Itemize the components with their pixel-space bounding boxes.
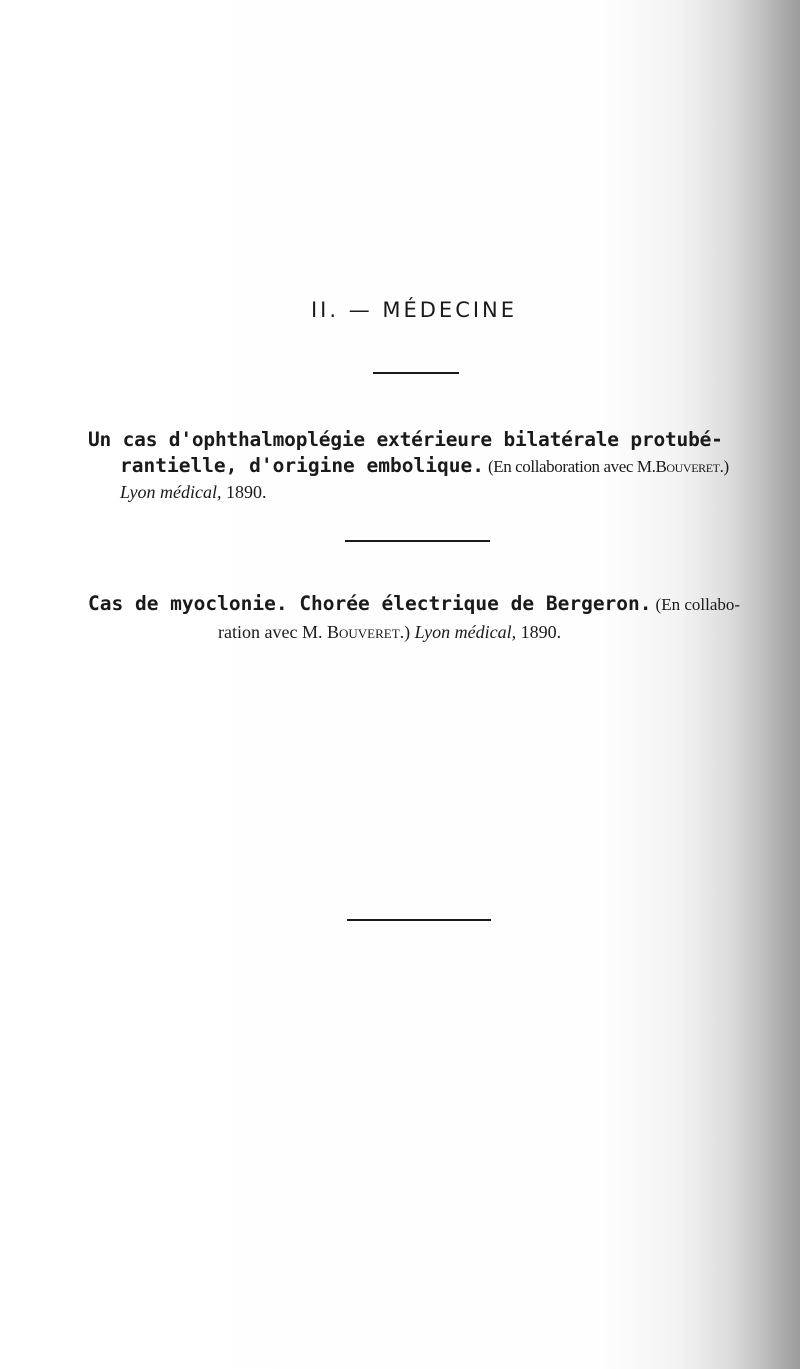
entry-1-journal: Lyon médical, — [120, 482, 222, 502]
entry-1-line-2 — [120, 454, 729, 477]
entry-2-title: Cas de myoclonie. Chorée électrique de Bergeron. — [88, 592, 652, 615]
entry-2-year: 1890. — [520, 622, 562, 642]
entry-2-collaboration-note-start: (En collabo- — [655, 595, 741, 614]
entry-1-title-line-1: Un cas d'ophthalmoplégie extérieure bilatérale protubé- — [88, 428, 723, 451]
entry-1-author: Bouveret — [655, 457, 720, 476]
heading-divider — [373, 372, 459, 374]
closing-divider — [347, 919, 491, 921]
entry-divider-1 — [345, 540, 490, 542]
entry-1-title-line-2: rantielle, d'origine embolique. — [120, 454, 484, 477]
entry-2-line-1 — [88, 592, 740, 615]
section-heading: II. — MÉDECINE — [310, 298, 518, 322]
entry-1-citation — [120, 482, 266, 503]
entry-2-author: Bouveret — [326, 622, 400, 642]
entry-1-collaboration-note: (En collaboration avec M.Bouveret.) — [487, 457, 729, 476]
entry-2-journal: Lyon médical, — [414, 622, 517, 642]
entry-1-year: 1890. — [225, 482, 267, 502]
entry-2-line-2: ration avec M. Bouveret.) Lyon médical, 1890. — [218, 622, 562, 642]
